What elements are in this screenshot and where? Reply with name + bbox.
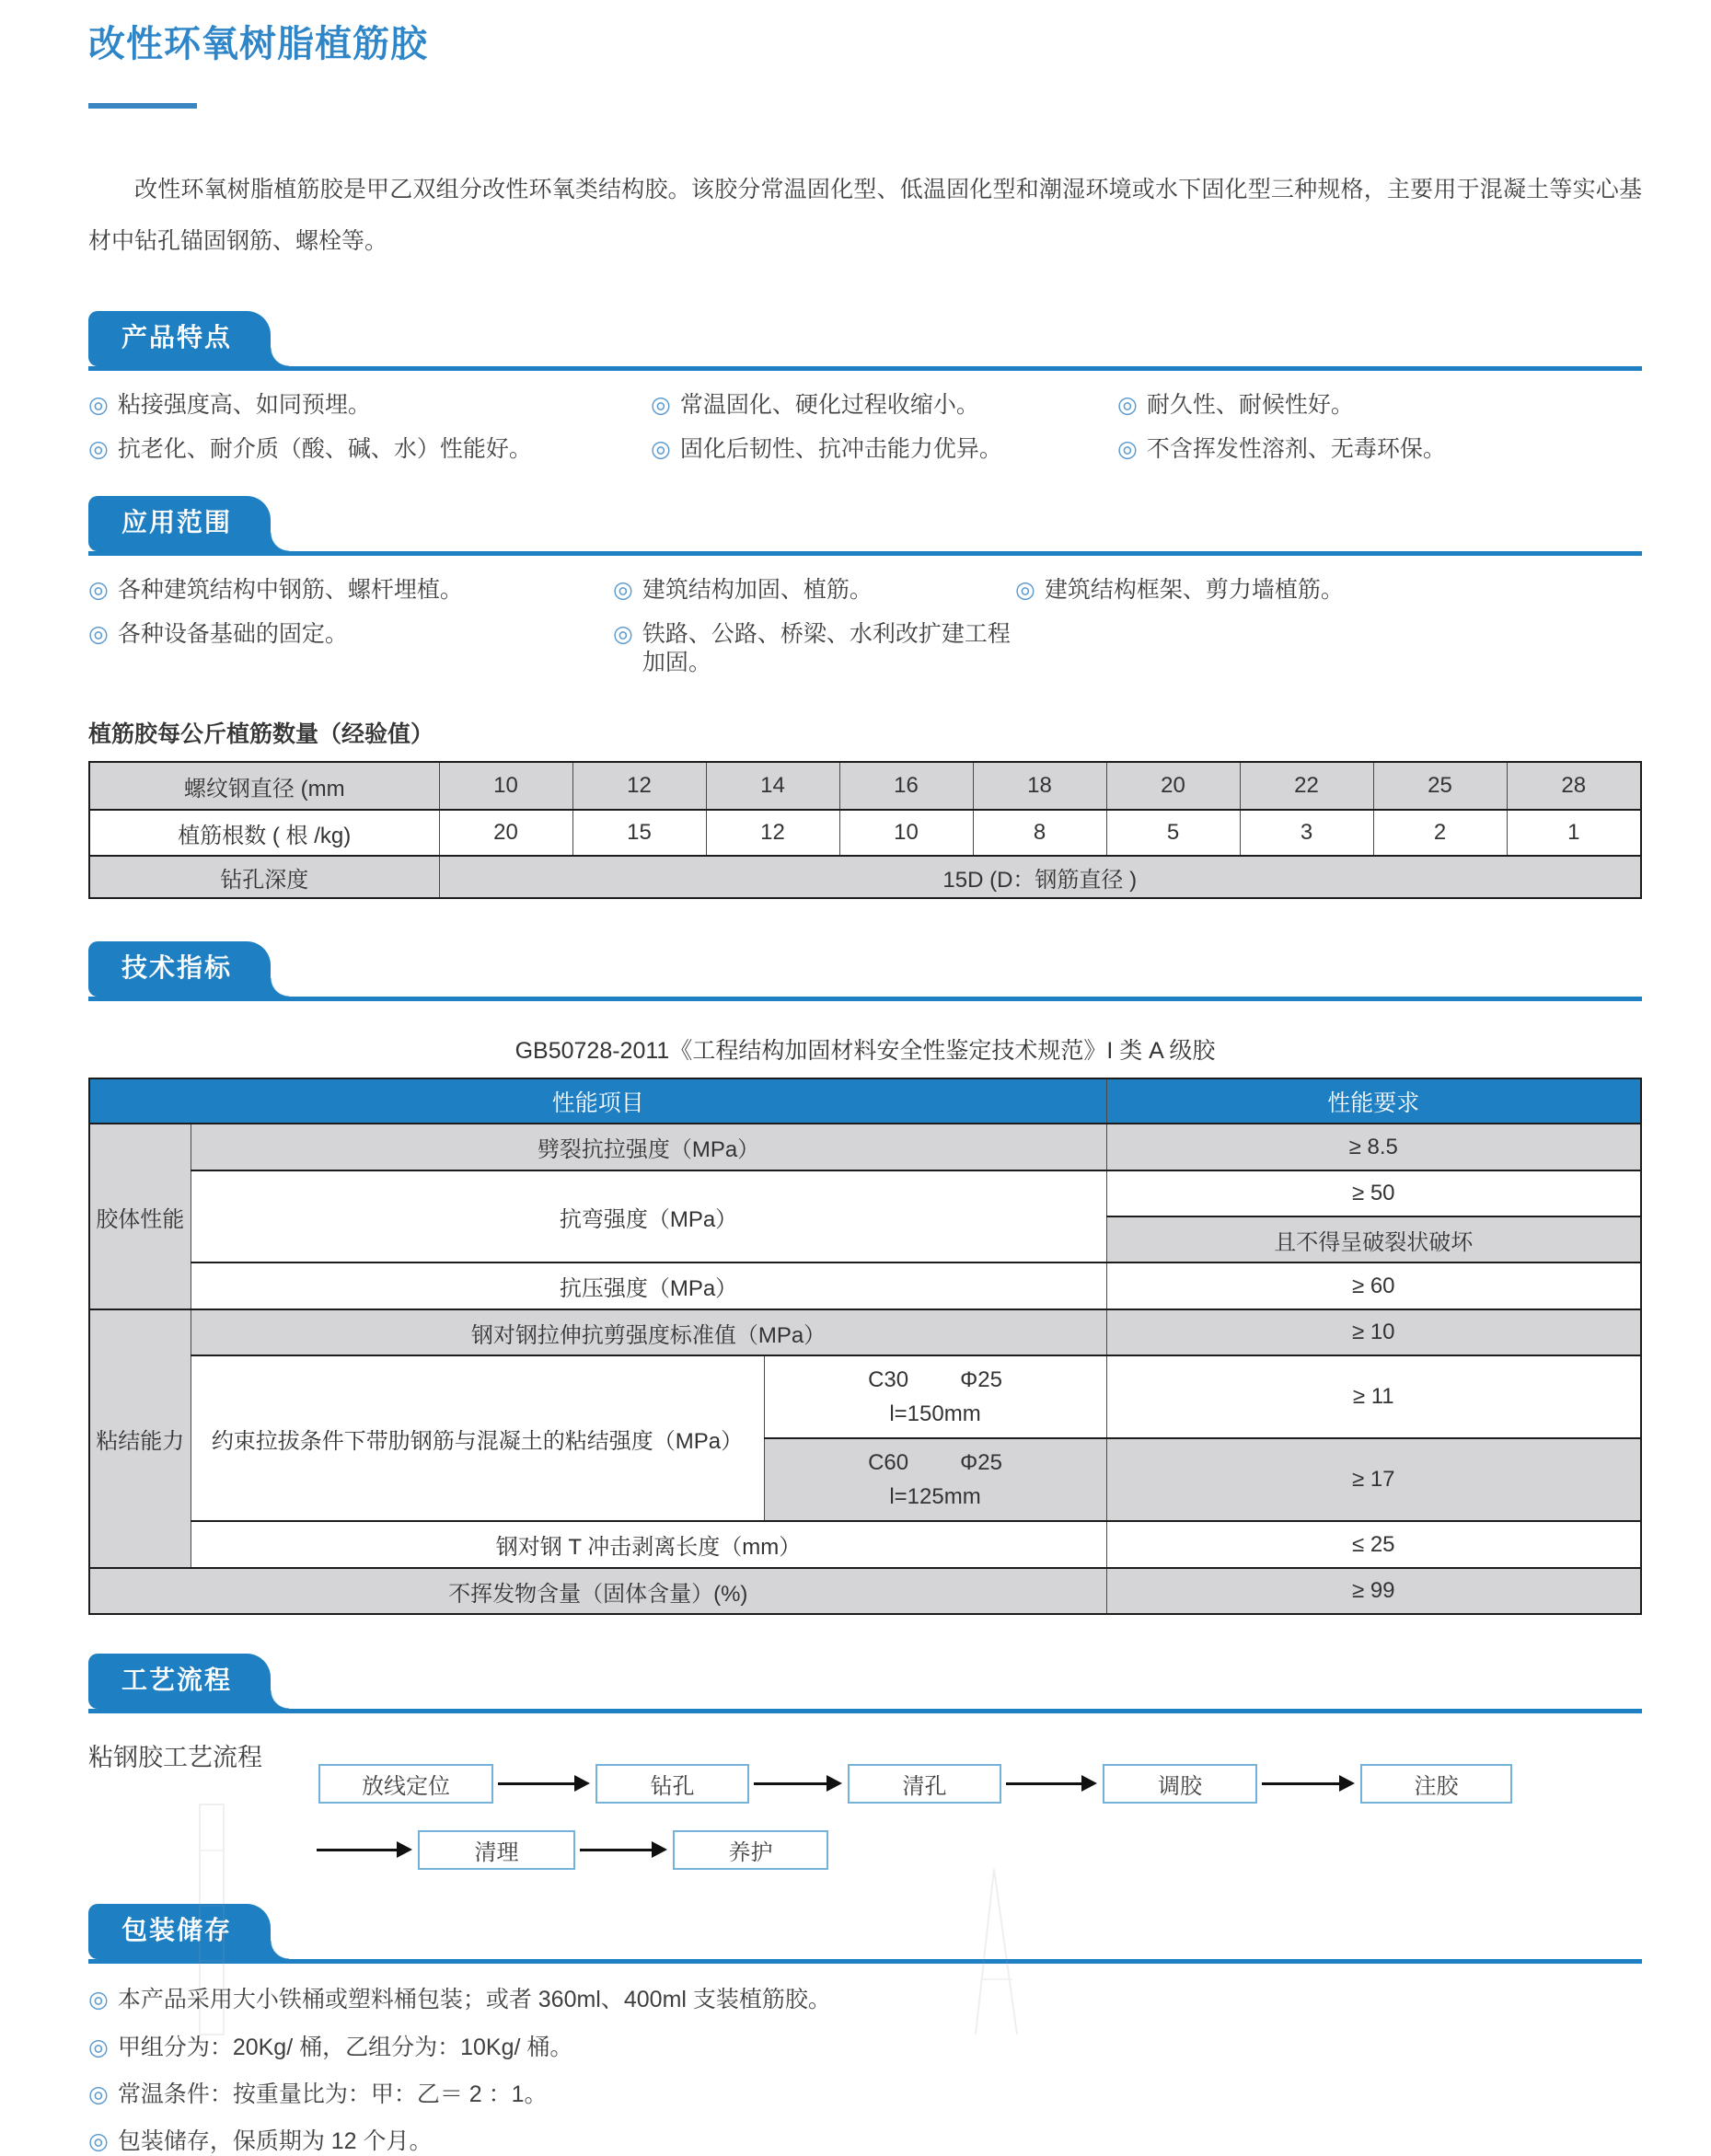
row-label: 钻孔深度 [89,856,439,898]
property-requirement-note: 且不得呈破裂状破坏 [1106,1216,1641,1262]
application-text: 铁路、公路、桥梁、水利改扩建工程加固。 [642,620,1011,675]
property-requirement: ≥ 8.5 [1106,1124,1641,1170]
cell-value: 8 [973,810,1106,856]
group-label-bond: 粘结能力 [89,1309,191,1568]
section-header-packaging [88,1904,1642,1964]
bullet-icon: ◎ [651,392,671,418]
bullet-icon: ◎ [651,436,671,463]
cell-value: 2 [1373,810,1507,856]
table-row [89,1521,1641,1568]
property-requirement: ≤ 25 [1106,1521,1641,1568]
property-requirement: ≥ 17 [1106,1438,1641,1521]
feature-text: 粘接强度高、如同预埋。 [117,392,371,418]
feature-item [88,391,651,420]
flow-arrow [754,1782,829,1785]
cell-value: 5 [1106,810,1240,856]
features-list [88,391,1642,465]
table-header-row [89,1078,1641,1124]
section-header-tech [88,941,1642,1001]
section-features [88,311,1642,465]
cell-value: 12 [572,762,706,810]
cell-value: 20 [439,810,572,856]
feature-item [1117,435,1642,464]
table-row [89,810,1641,856]
feature-text: 常温固化、硬化过程收缩小。 [679,392,979,418]
cell-value: 3 [1240,810,1373,856]
cell-value: 20 [1106,762,1240,810]
packaging-list [88,1986,1642,2156]
condition-spec: C30 Φ25 [868,1367,1002,1393]
property-name: 钢对钢 T 冲击剥离长度（mm） [191,1521,1106,1568]
property-requirement: ≥ 50 [1106,1170,1641,1216]
bullet-icon: ◎ [88,620,109,647]
bullet-icon: ◎ [88,2081,109,2107]
flow-arrow [580,1849,654,1851]
property-requirement: ≥ 99 [1106,1568,1641,1614]
bullet-icon: ◎ [88,436,109,463]
table-row [89,1170,1641,1216]
packaging-item [88,1986,1642,2014]
standard-note: GB50728-2011《工程结构加固材料安全性鉴定技术规范》I 类 A 级胶 [514,1038,1216,1065]
packaging-item [88,2034,1642,2062]
bullet-icon: ◎ [1117,436,1138,463]
section-packaging [88,1904,1642,2156]
dosage-table-caption: 植筋胶每公斤植筋数量（经验值） [88,721,434,748]
property-name: 不挥发物含量（固体含量）(%) [89,1568,1106,1614]
application-item [1015,576,1642,605]
table-row [89,856,1641,898]
condition-embed: l=150mm [889,1401,981,1427]
section-tech [88,941,1642,1615]
table-row [89,1568,1641,1614]
property-name: 钢对钢拉伸抗剪强度标准值（MPa） [191,1309,1106,1355]
application-item [613,620,1015,678]
applications-list [88,576,1642,678]
application-item [88,620,613,678]
section-tab-process: 工艺流程 [88,1654,271,1709]
test-condition [764,1355,1106,1438]
flow-arrow [1006,1782,1084,1785]
process-flowchart [88,1737,1642,1866]
condition-spec: C60 Φ25 [868,1450,1002,1476]
flow-step: 注胶 [1360,1764,1512,1804]
flowchart-subtitle: 粘钢胶工艺流程 [88,1744,262,1772]
property-requirement: ≥ 60 [1106,1262,1641,1309]
flow-arrow [1262,1782,1342,1785]
dosage-table [88,761,1642,899]
property-requirement: ≥ 11 [1106,1355,1641,1438]
section-tab-applications: 应用范围 [88,496,271,551]
flow-step: 清理 [418,1830,575,1870]
application-text: 各种设备基础的固定。 [117,620,348,647]
flow-step: 养护 [673,1830,828,1870]
row-label: 植筋根数 ( 根 /kg) [89,810,439,856]
cell-value: 18 [973,762,1106,810]
table-row [89,762,1641,810]
property-requirement: ≥ 10 [1106,1309,1641,1355]
bullet-icon: ◎ [88,2034,109,2060]
cell-value: 14 [706,762,839,810]
table-row [89,1309,1641,1355]
flow-step: 清孔 [848,1764,1001,1804]
feature-item [1117,391,1642,420]
flow-arrow [317,1849,399,1851]
table-row [89,1262,1641,1309]
bullet-icon: ◎ [88,1987,109,2013]
tech-table [88,1078,1642,1615]
column-header-req: 性能要求 [1106,1078,1641,1124]
section-header-process [88,1654,1642,1713]
packaging-item [88,2081,1642,2109]
cell-value: 16 [839,762,973,810]
feature-text: 耐久性、耐候性好。 [1146,392,1354,418]
intro-paragraph: 改性环氧树脂植筋胶是甲乙双组分改性环氧类结构胶。该胶分常温固化型、低温固化型和潮湿环境或水下固化型三种规格，主要用于混凝土等实心基材中钻孔锚固钢筋、螺栓等。 [88,177,1642,254]
bullet-icon: ◎ [613,576,633,603]
bullet-icon: ◎ [88,392,109,418]
feature-item [651,391,1117,420]
group-label-body: 胶体性能 [89,1124,191,1309]
title-underline [88,103,197,109]
property-name: 劈裂抗拉强度（MPa） [191,1124,1106,1170]
row-label: 螺纹钢直径 (mm [89,762,439,810]
bullet-icon: ◎ [1015,576,1035,603]
cell-value: 25 [1373,762,1507,810]
packaging-text: 常温条件：按重量比为：甲：乙＝ 2 ：1。 [117,2081,548,2107]
application-text: 各种建筑结构中钢筋、螺杆埋植。 [117,576,463,603]
packaging-text: 包装储存，保质期为 12 个月。 [117,2128,433,2154]
section-header-features [88,311,1642,371]
cell-value: 10 [439,762,572,810]
property-name: 抗弯强度（MPa） [191,1170,1106,1262]
section-process [88,1654,1642,1866]
feature-text: 固化后韧性、抗冲击能力优异。 [679,436,1002,463]
cell-value: 22 [1240,762,1373,810]
flow-step: 放线定位 [318,1764,493,1804]
application-item [613,576,1015,605]
table-row [89,1355,1641,1438]
cell-value: 15D (D：钢筋直径 ) [439,856,1641,898]
section-tab-features: 产品特点 [88,311,271,366]
cell-value: 10 [839,810,973,856]
flow-step: 调胶 [1103,1764,1257,1804]
section-applications [88,496,1642,900]
feature-item [88,435,651,464]
cell-value: 1 [1507,810,1641,856]
cell-value: 12 [706,810,839,856]
flow-step: 钻孔 [595,1764,749,1804]
feature-item [651,435,1117,464]
cell-value: 28 [1507,762,1641,810]
condition-embed: l=125mm [889,1484,981,1510]
bullet-icon: ◎ [88,576,109,603]
feature-text: 不含挥发性溶剂、无毒环保。 [1146,436,1446,463]
bullet-icon: ◎ [613,620,633,647]
application-item [88,576,613,605]
application-text: 建筑结构加固、植筋。 [642,576,873,603]
column-header-item: 性能项目 [89,1078,1106,1124]
section-tab-tech: 技术指标 [88,941,271,997]
packaging-text: 本产品采用大小铁桶或塑料桶包装；或者 360ml、400ml 支装植筋胶。 [117,1987,831,2013]
bullet-icon: ◎ [88,2128,109,2154]
test-condition [764,1438,1106,1521]
bullet-icon: ◎ [1117,392,1138,418]
packaging-text: 甲组分为：20Kg/ 桶，乙组分为：10Kg/ 桶。 [117,2034,573,2060]
property-name: 抗压强度（MPa） [191,1262,1106,1309]
section-header-applications [88,496,1642,556]
feature-text: 抗老化、耐介质（酸、碱、水）性能好。 [117,436,532,463]
section-tab-packaging: 包装储存 [88,1904,271,1959]
application-text: 建筑结构框架、剪力墙植筋。 [1044,576,1344,603]
cell-value: 15 [572,810,706,856]
packaging-item [88,2127,1642,2156]
table-row [89,1124,1641,1170]
property-name: 约束拉拔条件下带肋钢筋与混凝土的粘结强度（MPa） [191,1355,764,1521]
flow-arrow [498,1782,577,1785]
page-title: 改性环氧树脂植筋胶 [88,24,428,64]
